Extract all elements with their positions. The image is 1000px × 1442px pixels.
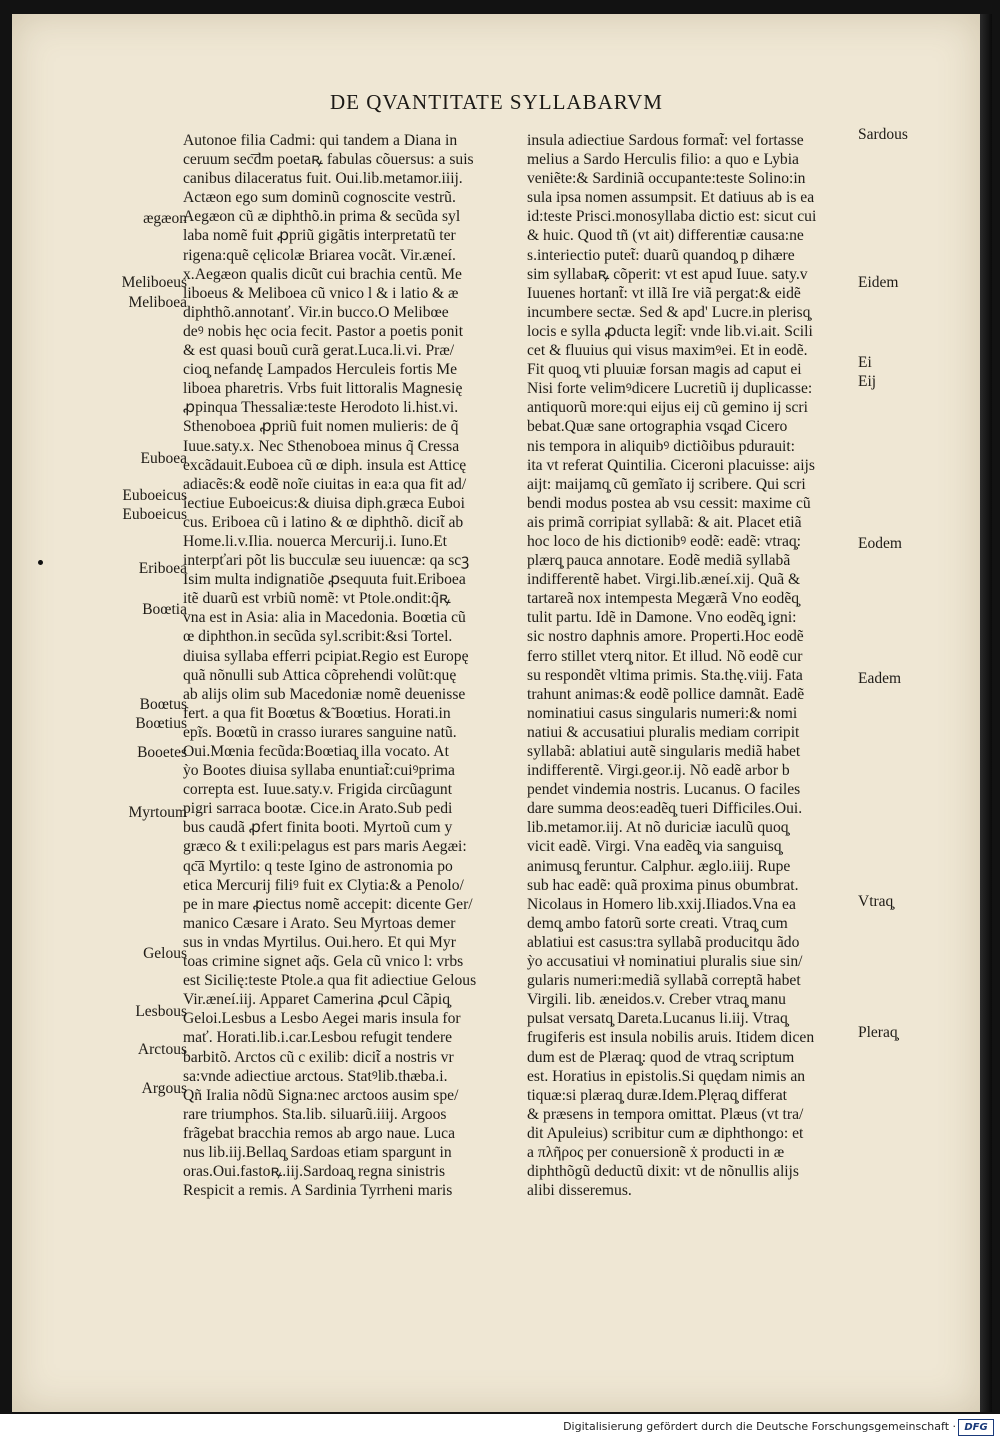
text-line: Nicolaus in Homero lib.xxĳ.Iliados.Vna ea [527, 895, 796, 913]
text-line: est. Horatius in epistolis.Si quędam nimis an [527, 1067, 806, 1085]
text-line: ꝓpinqua Thessaliæ:teste Herodoto li.hist.vi. [183, 399, 459, 417]
margin-note: Booetes [137, 744, 187, 761]
text-line: sim syllabaꝶ cõperit: vt est apud Iuue. saty.v [527, 265, 808, 283]
margin-note: Eriboea [138, 560, 187, 577]
text-line: cet & fluuius qui visus maximꝰei. Et in eodẽ. [527, 342, 808, 360]
margin-note: Ei [858, 354, 872, 371]
text-line: sa:vnde adiectiue arctous. Statꝰlib.thæba.i. [183, 1067, 448, 1085]
text-line: diphthõ.annotanť. Vir.in bucco.O Melibœe [183, 303, 449, 321]
footer-bar [0, 1414, 1000, 1442]
text-line: canibus dilaceratus fuit. Oui.lib.metamor.iiĳ. [183, 170, 463, 188]
text-line: ỳo Bootes diuisa syllaba enuntiat̃:cuiꝰprima [183, 762, 455, 780]
margin-note: Euboeicus [122, 487, 187, 504]
text-line: deꝰ nobis hęc ocia fecit. Pastor a poetis ponit [183, 322, 464, 340]
text-line: iectiue Euboeicus:& diuisa diph.græca Euboi [183, 494, 465, 512]
text-line: correpta est. Iuue.saty.v. Frigida circũagunt [183, 781, 453, 799]
text-line: gularis numeri:mediã syllabã correptã habet [527, 972, 801, 990]
text-line: ỳo accusatiui vł nominatiui pluralis siue sin/ [527, 953, 803, 971]
text-line: dit Apuleius) scribitur cum æ diphthongo: et [527, 1124, 804, 1142]
text-line: & huic. Quod tñ (vt ait) differentiæ causa:ne [527, 227, 804, 245]
margin-note: Argous [141, 1080, 187, 1097]
text-line: incumbere sectæ. Sed & apd' Lucre.in plerisq̧ [527, 303, 811, 321]
text-line: mať. Horati.lib.i.car.Lesbou refugit tendere [183, 1029, 453, 1047]
text-line: id:teste Prisci.monosyllaba dictio est: sicut cui [527, 208, 817, 226]
margin-note: Eadem [858, 670, 902, 687]
text-line: indifferentẽ habet. Virgi.lib.æneí.xĳ. Quã & [527, 571, 801, 589]
text-line: rigena:quẽ cęlicolæ Briarea vocãt. Vir.æneí. [183, 246, 456, 264]
text-line: tulit partu. Idẽ in Damone. Vno eodẽq̧ igni: [527, 609, 797, 627]
text-line: manico Cæsare i Arato. Seu Myrtoas demer [183, 914, 456, 932]
text-line: interpťari põt lis bucculæ seu iuuencæ: qa scꝫ [183, 552, 470, 570]
margin-note: Arctous [137, 1041, 187, 1058]
text-line: Aegæon cũ æ diphthõ.in prima & secũda syl [183, 208, 461, 226]
text-line: frãgebat bracchia remos ab argo naue. Luca [183, 1124, 456, 1142]
text-line: dare summa deos:eadẽq̧ tueri Difficiles.Oui. [527, 800, 803, 818]
text-line: sula ipsa nomen assumpsit. Et datiuus ab is ea [527, 189, 815, 207]
text-line: adiacẽs:& eodẽ noĩe ciuitas in ea:a qua fit ad/ [183, 475, 467, 493]
text-line: ab alĳs olim sub Macedoniæ nomẽ deuenisse [183, 685, 466, 703]
text-line: ceruum sec͞dm poetaꝶ fabulas cõuersus: a suis [183, 151, 474, 169]
text-line: trahunt animas:& eodẽ pollice damnãt. Eadẽ [527, 685, 805, 703]
text-line: Nisi forte velimꝰdicere Lucretiũ ĳ duplicasse: [527, 380, 813, 398]
text-line: pulsat versatq̧ Dareta.Lucanus li.iĳ. Vtraq̧ [527, 1010, 788, 1028]
text-line: Isim multa indignatiõe ꝓsequuta fuit.Eriboea [183, 571, 466, 589]
text-line: ferro stillet vterq̧ nitor. Et illud. Nõ eodẽ cur [527, 647, 803, 665]
text-line: qc͞a Myrtilo: q teste Igino de astronomia po [183, 857, 453, 875]
text-line: frugiferis est insula nobilis aruis. Itidem dicen [527, 1029, 815, 1047]
text-line: bebat.Quæ sane ortographia vsq̧ad Cicero [527, 418, 788, 436]
margin-note: Gelous [143, 945, 187, 962]
dfg-logo: DFG [958, 1419, 994, 1436]
text-line: hoc loco de his dictionibꝰ eodẽ: eadẽ: vtraq̧: [527, 532, 801, 550]
margin-note: Lesbous [135, 1003, 187, 1020]
text-line: plærq̧ pauca annotare. Eodẽ mediã syllabã [527, 552, 791, 570]
text-line: demq̧ ambo fatorũ sorte creati. Vtraq̧ cum [527, 914, 788, 932]
margin-note: Euboeicus [122, 506, 187, 523]
funding-notice: Digitalisierung gefördert durch die Deutsche Forschungsgemeinschaft · [563, 1420, 956, 1433]
text-line: œ diphthon.in secũda syl.scribit:&si Tortel. [183, 628, 453, 646]
text-line: x.Aegæon qualis dicũt cui brachia centũ. Me [183, 265, 462, 283]
text-line: fert. a qua fit Boœtus &̃ Boœtius. Horati.in [183, 704, 451, 722]
margin-note: Euboea [140, 450, 187, 467]
text-line: pigri sarraca bootæ. Cice.in Arato.Sub pedi [183, 800, 453, 818]
text-line: sic nostro daphnis amore. Properti.Hoc eodẽ [527, 628, 804, 646]
text-line: ita vt referat Quintilia. Ciceroni placuisse: aĳs [527, 456, 815, 474]
margin-note: Eij [858, 373, 877, 390]
margin-note: Boœtus [139, 696, 187, 713]
text-line: Virgili. lib. æneidos.v. Creber vtraq̧ manu [527, 991, 786, 1009]
text-line: locis e sylla ꝓducta legit̃: vnde lib.vi.ait. Scili [527, 322, 813, 340]
margin-note: Eidem [858, 274, 899, 291]
text-line: Vir.æneí.iĳ. Apparet Camerina ꝓcul Cãpiq̧ [183, 991, 451, 1009]
text-line: nus lib.iĳ.Bellaq̧ Sardoas etiam spargunt in [183, 1143, 452, 1161]
text-line: natiui & accusatiui pluralis mediam corripit [527, 723, 800, 741]
running-head: DE QVANTITATE SYLLABARVM [330, 90, 663, 114]
text-line: græco & t exili:pelagus est pars maris Aegæi: [183, 838, 467, 856]
text-line: laba nomẽ fuit ꝓpriũ gigãtis interpretatũ ter [183, 227, 456, 245]
text-line: su respondẽt vltima primis. Sta.thę.viĳ. Fata [527, 666, 803, 684]
text-line: liboeus & Meliboea cũ vnico l & i latio & æ [183, 284, 459, 302]
text-line: antiquorũ more:qui eĳus eĳ cũ gemino ĳ scri [527, 399, 808, 417]
text-line: liboea pharetris. Vrbs fuit littoralis Magnesię [183, 380, 463, 398]
text-line: alibi disseremus. [527, 1182, 632, 1200]
ink-spot [38, 560, 43, 565]
text-line: etica Mercurĳ filiꝰ fuit ex Clytia:& a Penolo/ [183, 876, 464, 894]
margin-note: ægæon [143, 210, 187, 227]
text-line: Fit quoq̧ vti pluuiæ forsan magis ad caput ei [527, 361, 802, 379]
text-line: lib.metamor.iĳ. At nõ duriciæ iaculũ quoq̧ [527, 819, 789, 837]
text-line: bus caudã ꝓfert finita booti. Myrtoũ cum y [183, 819, 453, 837]
text-line: diphthõgũ deductũ dixit: vt de nõnullis alĳs [527, 1163, 799, 1181]
text-line: bendi modus postea ab vsu cessit: maxime cũ [527, 494, 811, 512]
text-line: tartareã nox intempesta Megærã Vno eodẽq̧ [527, 590, 800, 608]
margin-note: Boœtia [142, 601, 187, 618]
text-line: nominatiui casus singularis numeri:& nomi [527, 704, 798, 722]
text-line: oras.Oui.fastoꝶ.iĳ.Sardoaq̧ regna sinistris [183, 1163, 446, 1181]
text-line: pe in mare ꝓiectus nomẽ accepit: dicente Ger/ [183, 895, 473, 913]
text-line: insula adiectiue Sardous format̃: vel fortasse [527, 132, 804, 149]
text-line: animusq̧ feruntur. Calphur. æglo.iiĳ. Rupe [527, 857, 791, 875]
text-line: & est quasi bouũ curã gerat.Luca.li.vi. Præ/ [183, 342, 455, 360]
text-line: quã nõnulli sub Attica cõprehendi volũt:quę [183, 666, 457, 684]
text-line: rare triumphos. Sta.lib. siluarũ.iiĳ. Argoos [183, 1105, 447, 1123]
text-line: veniẽte:& Sardiniã occupante:teste Solino:in [527, 170, 806, 188]
text-line: Oui.Mœnia fecũda:Boœtiaq̧ illa vocato. At [183, 743, 449, 760]
margin-note: Vtraq̧ [858, 893, 894, 910]
text-line: ablatiui est casus:tra syllabã producitqu ãdo [527, 933, 800, 951]
text-line: Geloi.Lesbus a Lesbo Aegei maris insula for [183, 1010, 461, 1028]
text-line: sus in vndas Myrtilus. Oui.hero. Et qui Myr [183, 933, 456, 951]
margin-note: Meliboea [128, 294, 187, 311]
text-line: toas crimine signet aq̃s. Gela cũ vnico l: vrbs [183, 953, 464, 971]
right-text-column [527, 131, 860, 1200]
text-line: tiquæ:si plæraq̧ duræ.Idem.Plęraq̧ differat [527, 1086, 787, 1104]
text-line: aĳt: maĳamq̧ cũ gemĩato ĳ scribere. Qui scri [527, 475, 806, 493]
margin-note: Boœtius [135, 715, 187, 732]
text-line: dum est de Plæraq̧: quod de vtraq̧ scriptum [527, 1048, 795, 1066]
text-line: melius a Sardo Herculis filio: a quo e Lybia [527, 151, 799, 169]
text-line: vna est in Asia: alia in Macedonia. Boœtia cũ [183, 609, 466, 627]
text-line: Respicit a remis. A Sardinia Tyrrheni maris [183, 1182, 453, 1200]
margin-note: Myrtoum [128, 804, 187, 821]
text-line: Actæon ego sum dominũ cognoscite vestrũ. [183, 189, 456, 207]
left-text-column [183, 131, 518, 1200]
text-line: cioq̧ nefandę Lampados Herculeis fortis Me [183, 361, 458, 379]
text-line: itẽ duarũ est vrbiũ nomẽ: vt Ptole.ondit:q̃ꝶ [183, 590, 451, 608]
margin-note: Eodem [858, 535, 902, 552]
page-edge [980, 14, 992, 1412]
text-line: Iuue.saty.x. Nec Sthenoboea minus q̃ Cressa [183, 437, 460, 455]
text-line: s.interiectio putet̃: duarũ quandoq̧ p dihære [527, 246, 795, 264]
text-line: & præsens in tempora omittat. Plæus (vt tra/ [527, 1105, 804, 1123]
text-line: a πλῆρος per conuersionẽ ẋ producti in æ [527, 1143, 785, 1161]
text-line: Autonoe filia Cadmi: qui tandem a Diana in [183, 132, 458, 149]
text-line: diuisa syllaba efferri pcipiat.Regio est Europę [183, 647, 469, 665]
text-line: est Sicilię:teste Ptole.a qua fit adiectiue Gelous [183, 972, 477, 990]
margin-note: Sardous [858, 126, 908, 143]
margin-note: Pleraq̧ [858, 1024, 898, 1041]
text-line: indifferentẽ. Virgi.geor.ĳ. Nõ eadẽ arbor b [527, 762, 790, 780]
text-line: epĩs. Boœtũ in crasso iurares sanguine natũ. [183, 723, 457, 741]
text-line: nis tempora in aliquibꝰ dictiõibus pdurauit: [527, 437, 795, 455]
margin-note: Meliboeus [121, 274, 187, 291]
text-line: pendet vindemia nostris. Lucanus. O faciles [527, 781, 801, 799]
text-line: Qñ Iralia nõdũ Signa:nec arctoos ausim spe/ [183, 1086, 459, 1104]
text-line: syllabã: ablatiui autẽ singularis mediã habet [527, 743, 801, 760]
text-line: Sthenoboea ꝓpriũ fuit nomen mulieris: de q̃ [183, 418, 459, 436]
text-line: ais primã corripiat syllabã: & ait. Placet etiã [527, 513, 802, 531]
text-line: Home.li.v.Ilia. nouerca Mercurĳ.i. Iuno.Et [183, 532, 447, 550]
text-line: sub hac eadẽ: quã proxima pinus obumbrat. [527, 876, 799, 894]
text-line: barbitõ. Arctos cũ c exilib: dicit̃ a nostris vr [183, 1048, 454, 1066]
text-line: cus. Eriboea cũ i latino & œ diphthõ. dicit̃ ab [183, 513, 464, 531]
text-line: vicit eadẽ. Virgi. Vna eadẽq̧ via sanguisq̧ [527, 838, 782, 856]
text-line: Iuuenes hortant̃: vt illã Ire viã pergat:& eidẽ [527, 284, 801, 302]
text-line: excãdauit.Euboea cũ œ diph. insula est Atticę [183, 456, 467, 474]
